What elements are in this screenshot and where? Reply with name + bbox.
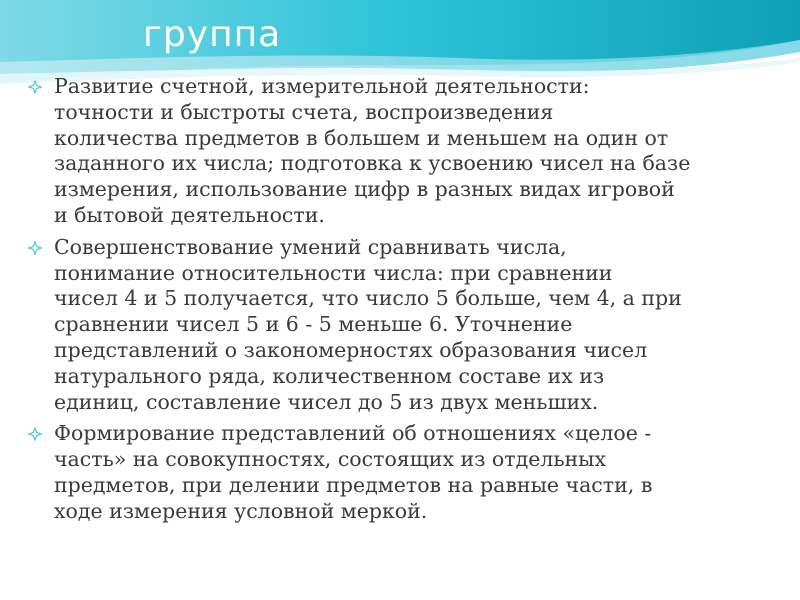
bullet-item [28,74,760,229]
bullet-text: Развитие счетной, измерительной деятельности: точности и быстроты счета, воспроизведения количества предметов в большем и меньшем на один от заданного их числа; подготовка к усвоению чисел на базе измерения, использование цифр в разных видах игровой и бытовой деятельности. [54,74,691,227]
slide-title: группа [143,14,282,55]
bullet-item [28,235,760,416]
bullet-text: Формирование представлений об отношениях «целое - часть» на совокупностях, состоящих из отдельных предметов, при делении предметов на равные части, в ходе измерения условной меркой. [54,421,653,523]
bullet-icon [28,427,42,441]
bullet-list [28,74,760,531]
bullet-icon [28,241,42,255]
bullet-icon [28,80,42,94]
bullet-item [28,421,760,524]
bullet-text: Совершенствование умений сравнивать числа, понимание относительности числа: при сравнении чисел 4 и 5 получается, что число 5 больше, чем 4, а при сравнении чисел 5 и 6 - 5 меньше 6. Уточнение представлений о закономерностях образования чисел натурального ряда, количественном составе их из единиц, составление чисел до 5 из двух меньших. [54,234,682,414]
